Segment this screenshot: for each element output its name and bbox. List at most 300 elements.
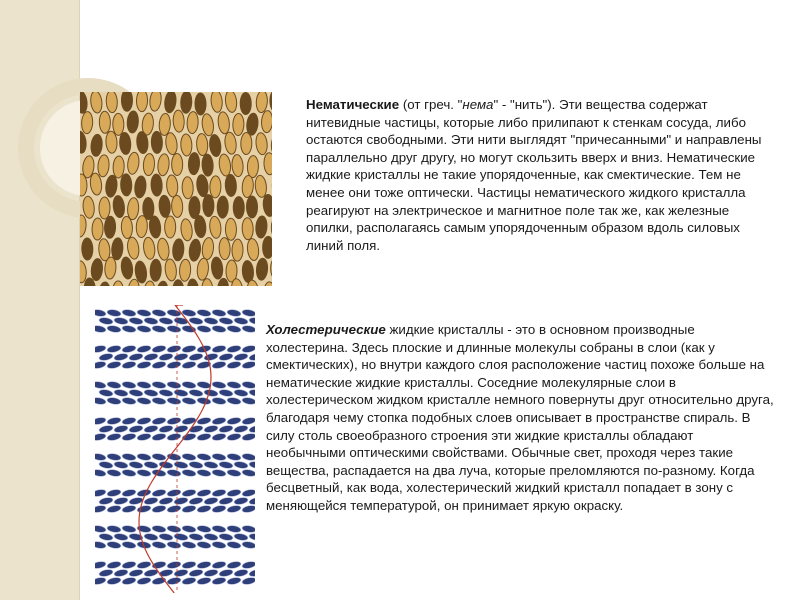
- cholesteric-molecule: [121, 576, 136, 585]
- cholesteric-text: жидкие кристаллы - это в основном производные холестерина. Здесь плоские и длинные молекулы собраны в слои (как у смектических), но внутри каждого слоя расположение частиц похоже больше на нематические жидкие кристаллы. Соседние молекулярные слои в холестерическом жидком кристалле немного повернуты друг относительно друга, благодаря чему стопка подобных слоев описывает в пространстве спираль. В силу столь своеобразного строения эти жидкие кристаллы обладают необычными оптическими свойствами. Обычные свет, проходя через такие вещества, распадается на два луча, которые преломляются по-разному. Когда бесцветный, как вода, холестерический жидкий кристалл попадает в зону с меняющейся температурой, он принимает яркую окраску.: [266, 322, 774, 513]
- cholesteric-molecule: [95, 504, 107, 513]
- cholesteric-molecule: [227, 453, 242, 462]
- cholesteric-molecule: [204, 389, 219, 398]
- nematic-grain: [187, 279, 200, 286]
- cholesteric-molecule: [182, 381, 197, 390]
- cholesteric-molecule: [114, 389, 129, 398]
- cholesteric-molecule: [98, 496, 113, 505]
- cholesteric-molecule: [226, 432, 241, 441]
- nematic-grain: [187, 111, 199, 134]
- nematic-grain: [113, 156, 125, 178]
- cholesteric-molecule: [166, 560, 181, 569]
- nematic-grain: [246, 196, 257, 218]
- cholesteric-molecule: [173, 568, 188, 577]
- cholesteric-molecule: [197, 453, 212, 462]
- nematic-grain: [136, 92, 147, 112]
- nematic-grain: [180, 218, 193, 241]
- nematic-grain: [241, 175, 254, 198]
- cholesteric-molecule: [233, 424, 248, 433]
- nematic-grain: [201, 237, 214, 260]
- nematic-grain: [233, 113, 245, 135]
- cholesteric-molecule: [113, 352, 128, 361]
- cholesteric-molecule: [122, 397, 137, 406]
- cholesteric-molecule: [188, 568, 203, 577]
- cholesteric-molecule: [136, 560, 151, 569]
- cholesteric-molecule: [218, 496, 233, 505]
- cholesteric-molecule: [241, 560, 255, 569]
- cholesteric-molecule: [227, 397, 242, 406]
- nematic-grain: [263, 236, 272, 258]
- cholesteric-molecule: [136, 576, 151, 585]
- nematic-grain: [210, 92, 223, 113]
- nematic-grain: [188, 152, 200, 175]
- nematic-grain: [173, 110, 185, 133]
- nematic-grain: [151, 174, 163, 196]
- nematic-grain: [180, 92, 192, 113]
- cholesteric-molecule: [242, 309, 255, 318]
- cholesteric-molecule: [234, 389, 249, 398]
- nematic-grain: [194, 215, 207, 238]
- nematic-grain: [157, 153, 170, 176]
- nematic-grain: [164, 92, 178, 113]
- cholesteric-molecule: [167, 469, 182, 478]
- cholesteric-molecule: [189, 461, 204, 470]
- cholesteric-molecule: [106, 360, 121, 369]
- nematic-grain: [158, 195, 171, 218]
- cholesteric-molecule: [197, 381, 212, 390]
- cholesteric-molecule: [211, 360, 226, 369]
- nematic-grain: [142, 237, 156, 260]
- nematic-grain: [105, 175, 118, 198]
- nematic-grain: [208, 134, 221, 157]
- nematic-description: [306, 96, 776, 254]
- cholesteric-molecule: [197, 325, 212, 334]
- cholesteric-molecule: [203, 496, 218, 505]
- cholesteric-molecule: [121, 416, 136, 425]
- cholesteric-molecule: [173, 352, 188, 361]
- cholesteric-molecule: [242, 453, 255, 462]
- cholesteric-molecule: [136, 416, 151, 425]
- cholesteric-molecule: [181, 360, 196, 369]
- nematic-grain: [264, 282, 272, 286]
- cholesteric-molecule: [144, 317, 159, 326]
- cholesteric-molecule: [196, 432, 211, 441]
- cholesteric-crystal-image: [95, 305, 255, 593]
- nematic-grain: [148, 215, 161, 238]
- cholesteric-molecule: [136, 432, 151, 441]
- nematic-crystal-image: [80, 92, 272, 286]
- cholesteric-molecule: [144, 389, 159, 398]
- nematic-grain: [151, 131, 163, 153]
- cholesteric-molecule: [196, 416, 211, 425]
- cholesteric-molecule: [99, 317, 114, 326]
- cholesteric-molecule: [143, 496, 158, 505]
- nematic-text-part-2: " - "нить"). Эти вещества содержат нитевидные частицы, которые либо прилипают к стенкам сосуда, либо остаются свободными. Эти нити выглядят "причесанными" и направлены параллельно друг другу, но могут скользить вверх и вниз. Нематические жидкие кристаллы не такие упорядоченные, как смектические. Тем не менее они тоже оптически. Частицы нематического жидкого кристалла реагируют на электрическое и магнитное поле так же, как железные опилки, располагаясь самым упорядоченным образом вдоль силовых линий поля.: [306, 97, 762, 253]
- cholesteric-molecule: [233, 496, 248, 505]
- nematic-grain: [233, 197, 244, 219]
- cholesteric-molecule: [107, 541, 122, 550]
- cholesteric-molecule: [167, 541, 182, 550]
- nematic-grain: [98, 282, 111, 286]
- cholesteric-molecule: [241, 344, 255, 353]
- cholesteric-molecule: [197, 525, 212, 534]
- cholesteric-molecule: [151, 360, 166, 369]
- nematic-grain: [246, 238, 259, 261]
- cholesteric-molecule: [152, 525, 167, 534]
- cholesteric-molecule: [188, 352, 203, 361]
- cholesteric-molecule: [227, 381, 242, 390]
- cholesteric-molecule: [167, 525, 182, 534]
- nematic-grain: [99, 111, 110, 133]
- cholesteric-molecule: [196, 504, 211, 513]
- nematic-grains-illustration: [80, 92, 272, 286]
- cholesteric-molecule: [106, 560, 121, 569]
- cholesteric-molecule: [189, 317, 204, 326]
- cholesteric-molecule: [248, 496, 255, 505]
- cholesteric-molecule: [95, 416, 107, 425]
- cholesteric-molecule: [95, 469, 106, 478]
- cholesteric-molecule: [212, 453, 227, 462]
- nematic-grain: [164, 258, 177, 281]
- cholesteric-molecule: [212, 525, 227, 534]
- nematic-grain: [90, 258, 103, 281]
- cholesteric-molecule: [226, 344, 241, 353]
- cholesteric-molecule: [106, 416, 121, 425]
- nematic-grain: [240, 92, 251, 114]
- nematic-grain: [156, 238, 170, 261]
- cholesteric-molecule: [242, 541, 255, 550]
- cholesteric-molecule: [137, 453, 152, 462]
- nematic-grain: [81, 111, 93, 134]
- cholesteric-molecule: [121, 504, 136, 513]
- cholesteric-molecule: [211, 576, 226, 585]
- cholesteric-molecule: [167, 381, 182, 390]
- cholesteric-molecule: [107, 381, 122, 390]
- cholesteric-molecule: [151, 416, 166, 425]
- cholesteric-molecule: [152, 309, 167, 318]
- nematic-grain: [254, 175, 267, 198]
- cholesteric-molecule: [166, 488, 181, 497]
- cholesteric-molecule: [189, 533, 204, 542]
- cholesteric-molecule: [204, 533, 219, 542]
- nematic-grain: [179, 259, 191, 282]
- cholesteric-molecule: [227, 309, 242, 318]
- cholesteric-molecule: [211, 504, 226, 513]
- nematic-grain: [231, 154, 244, 177]
- nematic-grain: [218, 153, 232, 176]
- nematic-grain: [90, 92, 104, 114]
- nematic-grain: [225, 174, 237, 197]
- nematic-grain: [256, 92, 269, 113]
- cholesteric-molecule: [152, 453, 167, 462]
- cholesteric-molecule: [114, 533, 129, 542]
- nematic-grain: [119, 132, 132, 155]
- nematic-grain: [209, 216, 222, 239]
- nematic-grain: [120, 174, 132, 196]
- cholesteric-molecule: [122, 469, 137, 478]
- cholesteric-molecule: [159, 317, 174, 326]
- cholesteric-molecule: [242, 381, 255, 390]
- cholesteric-molecule: [99, 533, 114, 542]
- cholesteric-molecule: [211, 344, 226, 353]
- cholesteric-molecule: [233, 352, 248, 361]
- cholesteric-molecule: [144, 461, 159, 470]
- nematic-grain: [261, 110, 272, 133]
- cholesteric-molecule: [241, 360, 255, 369]
- cholesteric-molecule: [106, 432, 121, 441]
- cholesteric-molecule: [159, 533, 174, 542]
- cholesteric-molecule: [166, 344, 181, 353]
- cholesteric-molecule: [98, 424, 113, 433]
- cholesteric-molecule: [173, 496, 188, 505]
- cholesteric-molecule: [241, 416, 255, 425]
- cholesteric-molecule: [107, 453, 122, 462]
- cholesteric-molecule: [151, 488, 166, 497]
- cholesteric-molecule: [249, 533, 255, 542]
- nematic-grain: [196, 133, 208, 156]
- cholesteric-molecule: [227, 325, 242, 334]
- cholesteric-molecule: [226, 560, 241, 569]
- cholesteric-molecule: [211, 488, 226, 497]
- nematic-grain: [202, 154, 214, 177]
- cholesteric-molecule: [95, 325, 106, 334]
- cholesteric-molecule: [114, 461, 129, 470]
- cholesteric-molecule: [95, 432, 107, 441]
- cholesteric-molecule: [203, 568, 218, 577]
- cholesteric-molecule: [95, 309, 106, 318]
- cholesteric-molecule: [181, 432, 196, 441]
- nematic-grain: [127, 197, 140, 220]
- cholesteric-molecule: [219, 533, 234, 542]
- cholesteric-molecule: [249, 389, 255, 398]
- cholesteric-molecule: [248, 568, 255, 577]
- cholesteric-molecule: [137, 309, 152, 318]
- nematic-grain: [99, 197, 110, 219]
- nematic-grain: [196, 174, 209, 197]
- cholesteric-molecule: [158, 496, 173, 505]
- nematic-grain: [112, 281, 123, 286]
- cholesteric-molecule: [152, 381, 167, 390]
- cholesteric-molecule: [99, 389, 114, 398]
- nematic-grain: [217, 111, 230, 134]
- cholesteric-molecule: [188, 496, 203, 505]
- nematic-grain: [232, 239, 243, 261]
- nematic-grain: [150, 259, 162, 281]
- nematic-grain: [149, 92, 163, 112]
- cholesteric-molecule: [242, 469, 255, 478]
- cholesteric-molecule: [219, 317, 234, 326]
- cholesteric-molecule: [129, 317, 144, 326]
- cholesteric-molecule: [234, 533, 249, 542]
- nematic-grain: [242, 217, 254, 239]
- cholesteric-molecule: [151, 344, 166, 353]
- cholesteric-molecule: [98, 568, 113, 577]
- nematic-grain: [241, 132, 252, 154]
- nematic-grain: [113, 113, 124, 135]
- cholesteric-molecule: [129, 389, 144, 398]
- nematic-grain: [256, 258, 269, 281]
- cholesteric-molecule: [128, 352, 143, 361]
- cholesteric-molecule: [106, 504, 121, 513]
- nematic-grain: [210, 176, 222, 198]
- cholesteric-molecule: [106, 488, 121, 497]
- cholesteric-molecule: [95, 560, 107, 569]
- cholesteric-molecule: [181, 576, 196, 585]
- cholesteric-molecule: [241, 488, 255, 497]
- cholesteric-molecule: [95, 360, 107, 369]
- cholesteric-description: [266, 321, 776, 515]
- cholesteric-molecule: [95, 488, 107, 497]
- cholesteric-molecule: [137, 397, 152, 406]
- cholesteric-molecule: [136, 504, 151, 513]
- nematic-grain: [166, 175, 179, 198]
- nematic-grain: [242, 260, 255, 283]
- cholesteric-molecule: [189, 389, 204, 398]
- nematic-grain: [134, 175, 147, 198]
- cholesteric-molecule: [129, 461, 144, 470]
- cholesteric-molecule: [181, 344, 196, 353]
- cholesteric-molecule: [241, 432, 255, 441]
- cholesteric-molecule: [174, 389, 189, 398]
- cholesteric-molecule: [173, 424, 188, 433]
- cholesteric-molecule: [151, 504, 166, 513]
- nematic-grain: [247, 155, 259, 177]
- cholesteric-molecule: [166, 416, 181, 425]
- nematic-grain: [120, 256, 134, 279]
- cholesteric-molecule: [152, 325, 167, 334]
- nematic-grain: [171, 195, 183, 217]
- cholesteric-molecule: [158, 424, 173, 433]
- cholesteric-molecule: [107, 469, 122, 478]
- nematic-grain: [121, 92, 132, 111]
- nematic-grain: [82, 238, 93, 260]
- cholesteric-layers-illustration: [95, 305, 255, 593]
- cholesteric-molecule: [113, 568, 128, 577]
- cholesteric-molecule: [121, 432, 136, 441]
- nematic-grain: [255, 216, 268, 239]
- cholesteric-molecule: [95, 525, 106, 534]
- cholesteric-molecule: [218, 568, 233, 577]
- cholesteric-molecule: [143, 352, 158, 361]
- cholesteric-molecule: [197, 309, 212, 318]
- cholesteric-molecule: [203, 424, 218, 433]
- cholesteric-molecule: [196, 560, 211, 569]
- cholesteric-molecule: [174, 317, 189, 326]
- cholesteric-molecule: [152, 397, 167, 406]
- cholesteric-molecule: [95, 576, 107, 585]
- cholesteric-molecule: [233, 568, 248, 577]
- cholesteric-molecule: [98, 352, 113, 361]
- cholesteric-molecule: [211, 416, 226, 425]
- nematic-text-part-1: (от греч. ": [399, 97, 463, 112]
- nematic-grain: [90, 134, 103, 157]
- cholesteric-molecule: [95, 453, 106, 462]
- cholesteric-molecule: [122, 541, 137, 550]
- cholesteric-molecule: [106, 576, 121, 585]
- cholesteric-molecule: [128, 424, 143, 433]
- nematic-grain: [143, 281, 155, 286]
- nematic-grain: [196, 258, 209, 281]
- cholesteric-molecule: [136, 360, 151, 369]
- nematic-grain: [217, 196, 228, 218]
- cholesteric-molecule: [121, 488, 136, 497]
- cholesteric-molecule: [182, 469, 197, 478]
- nematic-etymology: нема: [462, 97, 494, 112]
- nematic-grain: [271, 217, 272, 239]
- cholesteric-molecule: [166, 576, 181, 585]
- cholesteric-molecule: [113, 424, 128, 433]
- nematic-grain: [165, 216, 176, 238]
- nematic-grain: [159, 113, 171, 136]
- cholesteric-molecule: [204, 461, 219, 470]
- cholesteric-molecule: [226, 416, 241, 425]
- nematic-grain: [270, 92, 272, 112]
- cholesteric-molecule: [143, 424, 158, 433]
- cholesteric-molecule: [181, 504, 196, 513]
- cholesteric-molecule: [107, 309, 122, 318]
- cholesteric-molecule: [121, 360, 136, 369]
- nematic-grain: [155, 281, 169, 286]
- cholesteric-molecule: [212, 325, 227, 334]
- cholesteric-molecule: [242, 325, 255, 334]
- cholesteric-molecule: [248, 352, 255, 361]
- cholesteric-molecule: [152, 541, 167, 550]
- cholesteric-molecule: [166, 360, 181, 369]
- cholesteric-molecule: [226, 576, 241, 585]
- cholesteric-molecule: [113, 496, 128, 505]
- cholesteric-molecule: [212, 397, 227, 406]
- nematic-grain: [136, 215, 148, 238]
- cholesteric-molecule: [166, 432, 181, 441]
- cholesteric-molecule: [122, 325, 137, 334]
- nematic-grain: [203, 195, 214, 217]
- cholesteric-molecule: [226, 360, 241, 369]
- cholesteric-molecule: [219, 389, 234, 398]
- cholesteric-molecule: [121, 560, 136, 569]
- cholesteric-molecule: [212, 541, 227, 550]
- cholesteric-molecule: [167, 397, 182, 406]
- cholesteric-molecule: [174, 461, 189, 470]
- cholesteric-molecule: [182, 397, 197, 406]
- cholesteric-molecule: [181, 560, 196, 569]
- cholesteric-molecule: [181, 488, 196, 497]
- cholesteric-molecule: [121, 344, 136, 353]
- cholesteric-molecule: [106, 344, 121, 353]
- cholesteric-molecule: [107, 525, 122, 534]
- cholesteric-molecule: [218, 352, 233, 361]
- nematic-grain: [82, 196, 95, 219]
- nematic-grain: [112, 195, 125, 218]
- cholesteric-molecule: [182, 325, 197, 334]
- nematic-grain: [164, 132, 178, 155]
- cholesteric-molecule: [95, 344, 107, 353]
- nematic-grain: [180, 134, 192, 156]
- nematic-grain: [188, 239, 202, 262]
- cholesteric-molecule: [197, 397, 212, 406]
- nematic-grain: [127, 111, 139, 134]
- cholesteric-molecule: [211, 432, 226, 441]
- cholesteric-molecule: [204, 317, 219, 326]
- nematic-grain: [270, 258, 272, 281]
- cholesteric-molecule: [227, 525, 242, 534]
- cholesteric-molecule: [211, 560, 226, 569]
- nematic-grain: [106, 92, 118, 113]
- cholesteric-molecule: [197, 541, 212, 550]
- cholesteric-molecule: [122, 309, 137, 318]
- cholesteric-molecule: [248, 424, 255, 433]
- cholesteric-molecule: [158, 352, 173, 361]
- nematic-grain: [143, 153, 156, 176]
